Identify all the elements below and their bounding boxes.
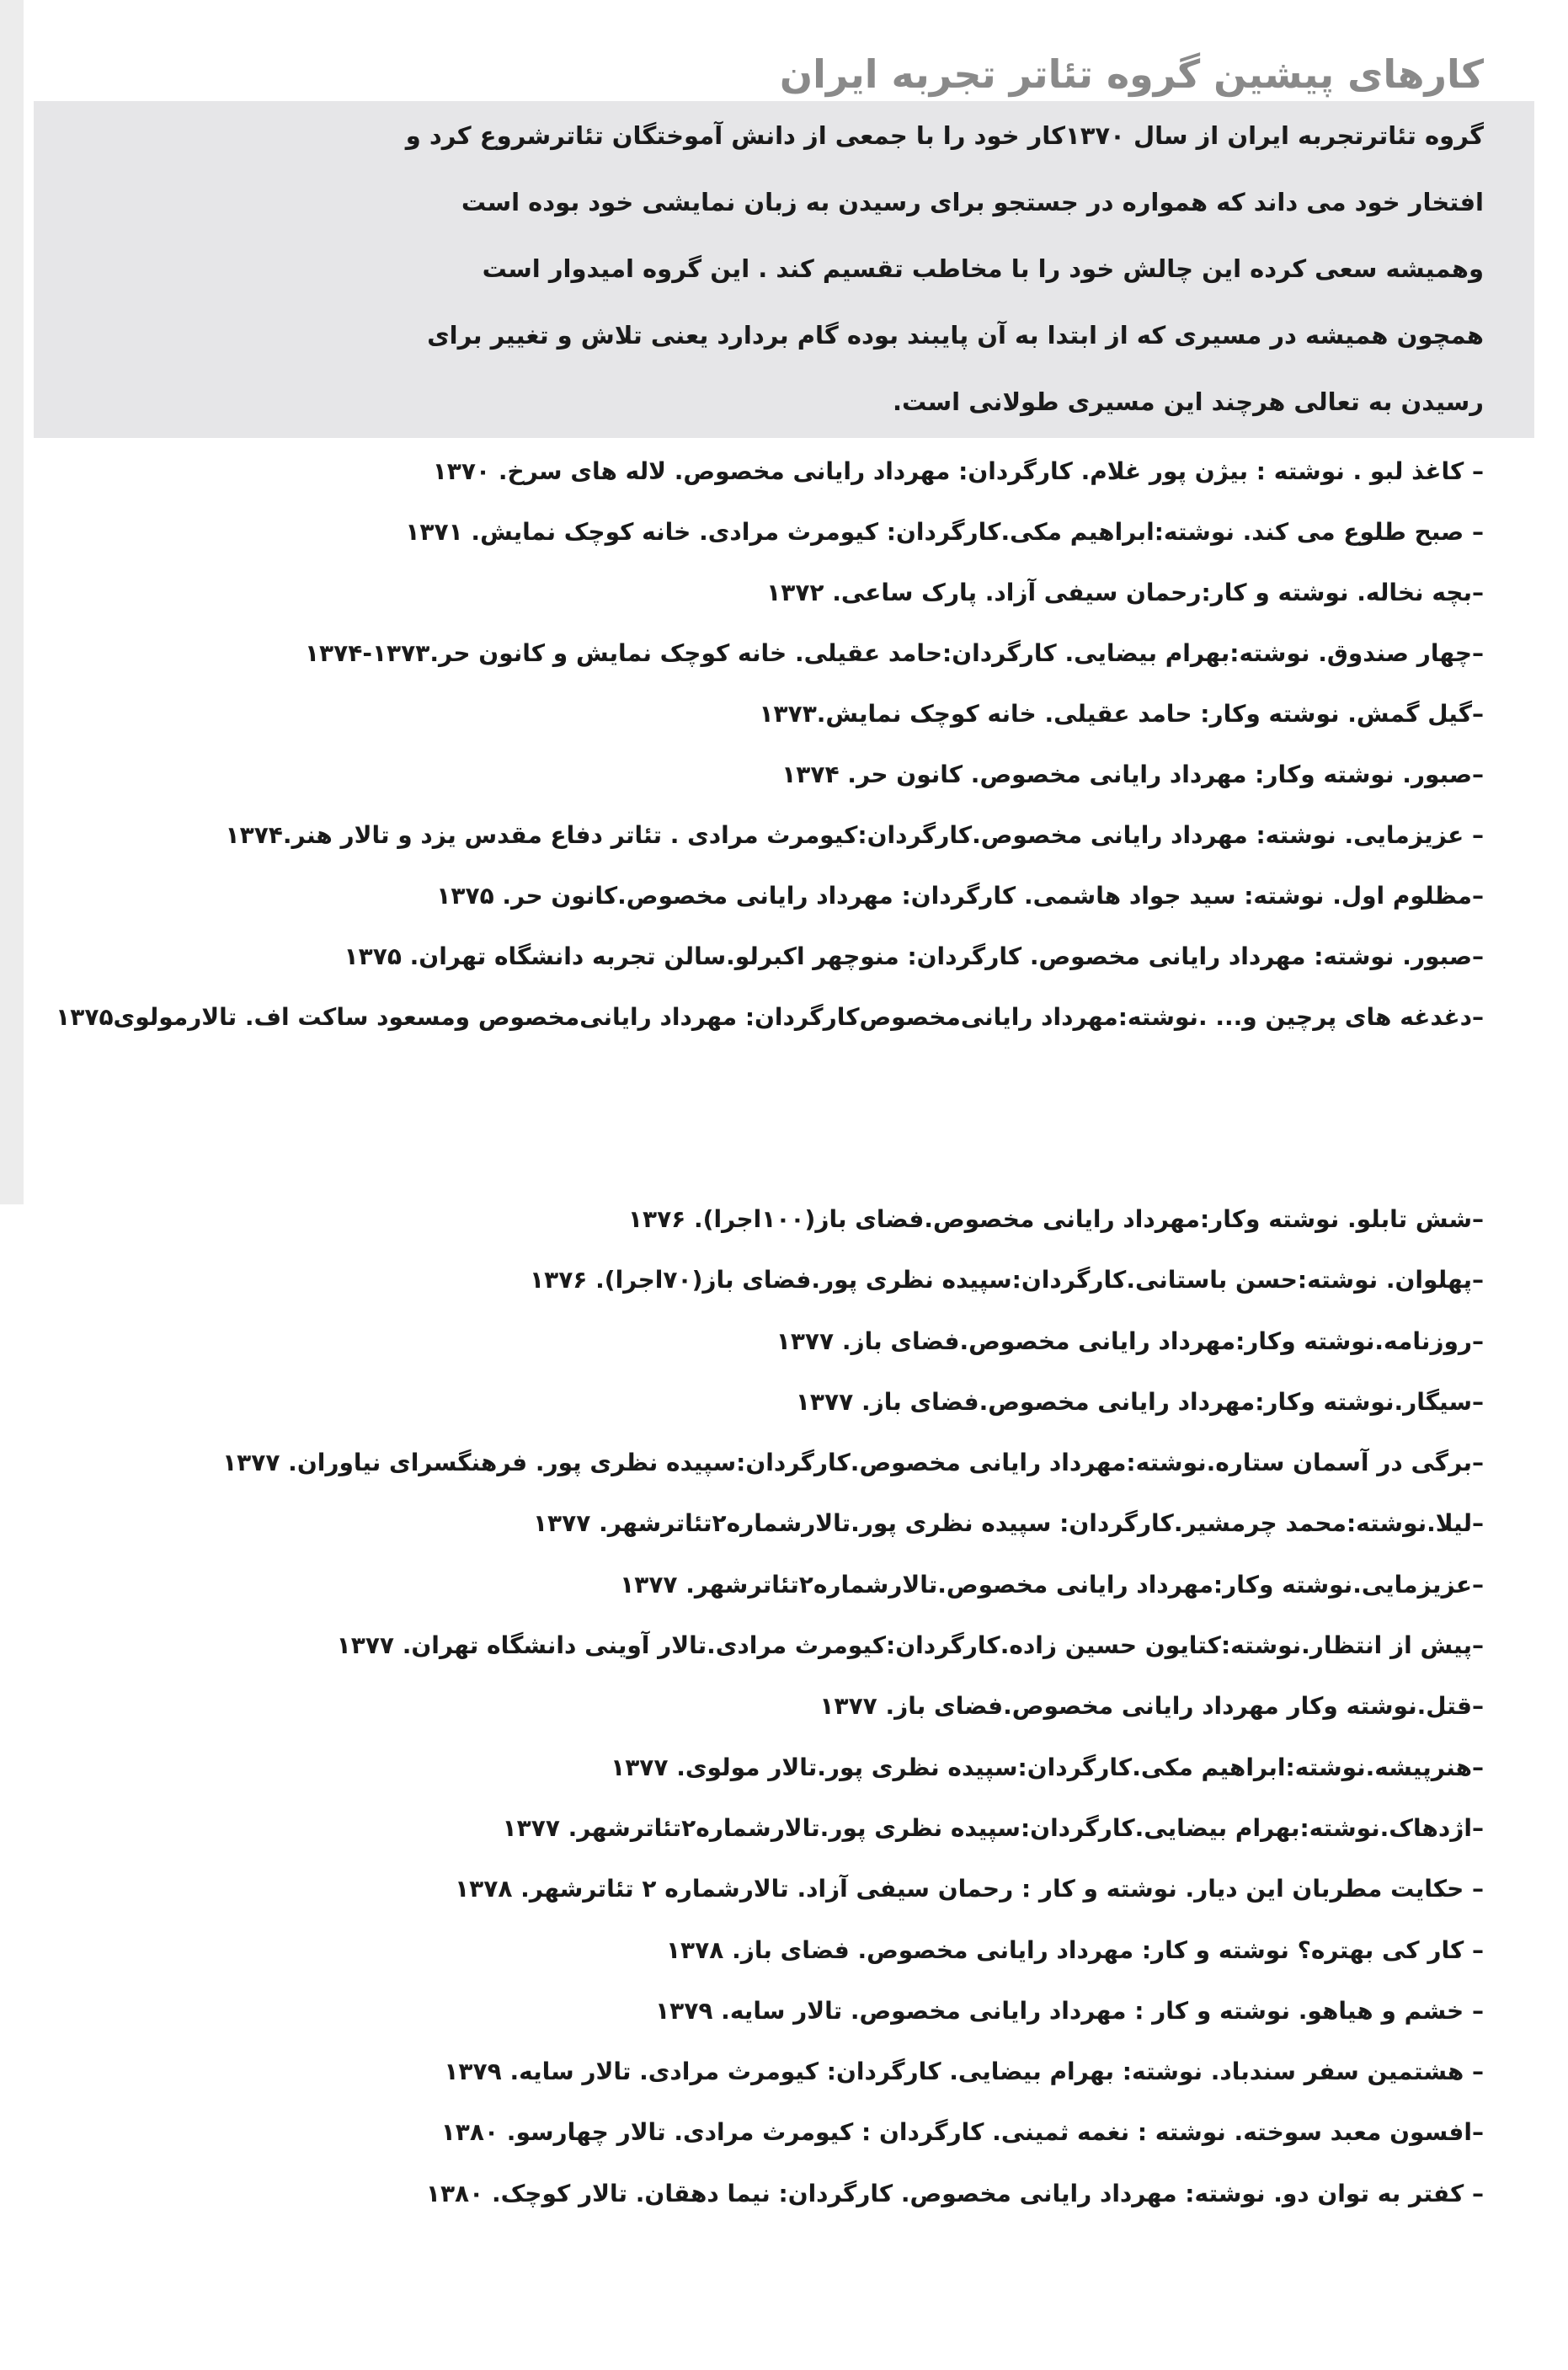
work-item: –پهلوان. نوشته:حسن باستانی.کارگردان:سپیده نظری پور.فضای باز(۷۰اجرا). ۱۳۷۶ [530, 1266, 1484, 1294]
page-title: کارهای پیشین گروه تئاتر تجربه ایران [779, 51, 1484, 97]
work-item: –بچه نخاله. نوشته و کار:رحمان سیفی آزاد. پارک ساعی. ۱۳۷۲ [766, 579, 1484, 606]
work-item: –سیگار.نوشته وکار:مهرداد رایانی مخصوص.فضای باز. ۱۳۷۷ [795, 1387, 1484, 1416]
work-item: –مظلوم اول. نوشته: سید جواد هاشمی. کارگردان: مهرداد رایانی مخصوص.کانون حر. ۱۳۷۵ [436, 882, 1484, 910]
work-item: – کار کی بهتره؟ نوشته و کار: مهرداد رایانی مخصوص. فضای باز. ۱۳۷۸ [665, 1935, 1484, 1964]
work-item: –برگی در آسمان ستاره.نوشته:مهرداد رایانی مخصوص.کارگردان:سپیده نظری پور. فرهنگسرای نیاوران. ۱۳۷۷ [222, 1449, 1484, 1477]
intro-line: افتخار خود می داند که همواره در جستجو برای رسیدن به زبان نمایشی خود بوده است [461, 188, 1484, 216]
page-left-edge-shadow [0, 0, 24, 1204]
work-item: –شش تابلو. نوشته وکار:مهرداد رایانی مخصوص.فضای باز(۱۰۰اجرا). ۱۳۷۶ [627, 1205, 1484, 1233]
work-item: – خشم و هیاهو. نوشته و کار : مهرداد رایانی مخصوص. تالار سایه. ۱۳۷۹ [655, 1996, 1484, 2025]
intro-paragraph [389, 103, 1484, 435]
intro-line: رسیدن به تعالی هرچند این مسیری طولانی است. [892, 387, 1484, 416]
works-list-later [222, 1189, 1484, 2224]
work-item: –صبور. نوشته وکار: مهرداد رایانی مخصوص. کانون حر. ۱۳۷۴ [781, 761, 1484, 788]
intro-line: گروه تئاترتجربه ایران از سال ۱۳۷۰کار خود را با جمعی از دانش آموختگان تئاترشروع کرد و [405, 121, 1484, 150]
work-item: –هنرپیشه.نوشته:ابراهیم مکی.کارگردان:سپیده نظری پور.تالار مولوی. ۱۳۷۷ [611, 1753, 1484, 1781]
intro-line: وهمیشه سعی کرده این چالش خود را با مخاطب تقسیم کند . این گروه امیدوار است [482, 254, 1484, 283]
work-item: –عزیزمایی.نوشته وکار:مهرداد رایانی مخصوص.تالارشماره۲تئاترشهر. ۱۳۷۷ [620, 1570, 1484, 1599]
work-item: – عزیزمایی. نوشته: مهرداد رایانی مخصوص.کارگردان:کیومرث مرادی . تئاتر دفاع مقدس یزد و تالار هنر.۱۳۷۴ [225, 821, 1484, 849]
work-item: –چهار صندوق. نوشته:بهرام بیضایی. کارگردان:حامد عقیلی. خانه کوچک نمایش و کانون حر.۱۳۷۳-۱۳۷۴ [304, 639, 1484, 667]
work-item: –گیل گمش. نوشته وکار: حامد عقیلی. خانه کوچک نمایش.۱۳۷۳ [759, 700, 1484, 728]
work-item: – کاغذ لبو . نوشته : بیژن پور غلام. کارگردان: مهرداد رایانی مخصوص. لاله های سرخ. ۱۳۷۰ [432, 457, 1484, 485]
work-item: – حکایت مطربان این دیار. نوشته و کار : رحمان سیفی آزاد. تالارشماره ۲ تئاترشهر. ۱۳۷۸ [455, 1875, 1484, 1903]
work-item: –افسون معبد سوخته. نوشته : نغمه ثمینی. کارگردان : کیومرث مرادی. تالار چهارسو. ۱۳۸۰ [440, 2118, 1484, 2147]
work-item: – کفتر به توان دو. نوشته: مهرداد رایانی مخصوص. کارگردان: نیما دهقان. تالار کوچک. ۱۳۸۰ [425, 2179, 1484, 2207]
work-item: –قتل.نوشته وکار مهرداد رایانی مخصوص.فضای باز. ۱۳۷۷ [819, 1692, 1484, 1721]
work-item: –اژدهاک.نوشته:بهرام بیضایی.کارگردان:سپیده نظری پور.تالارشماره۲تئاترشهر. ۱۳۷۷ [502, 1813, 1484, 1842]
work-item: –پیش از انتظار.نوشته:کتایون حسین زاده.کارگردان:کیومرث مرادی.تالار آوینی دانشگاه تهران. ۱۳۷۷ [336, 1631, 1484, 1660]
work-item: – هشتمین سفر سندباد. نوشته: بهرام بیضایی. کارگردان: کیومرث مرادی. تالار سایه. ۱۳۷۹ [444, 2058, 1484, 2086]
work-item: –دغدغه های پرچین و... .نوشته:مهرداد رایانی‌مخصوص‌کارگردان: مهرداد رایانی‌مخصوص ومسعود ساکت اف. تالارمولوی۱۳۷۵ [56, 1003, 1484, 1031]
work-item: –لیلا.نوشته:محمد چرمشیر.کارگردان: سپیده نظری پور.تالارشماره۲تئاترشهر. ۱۳۷۷ [532, 1509, 1484, 1538]
intro-line: همچون همیشه در مسیری که از ابتدا به آن پایبند بوده گام بردارد یعنی تلاش و تغییر برای [427, 321, 1484, 350]
works-list-early [56, 441, 1484, 1048]
work-item: – صبح طلوع می کند. نوشته:ابراهیم مکی.کارگردان: کیومرث مرادی. خانه کوچک نمایش. ۱۳۷۱ [405, 518, 1484, 546]
work-item: –صبور. نوشته: مهرداد رایانی مخصوص. کارگردان: منوچهر اکبرلو.سالن تجربه دانشگاه تهران. ۱۳۷۵ [344, 942, 1484, 970]
work-item: –روزنامه.نوشته وکار:مهرداد رایانی مخصوص.فضای باز. ۱۳۷۷ [776, 1326, 1484, 1355]
